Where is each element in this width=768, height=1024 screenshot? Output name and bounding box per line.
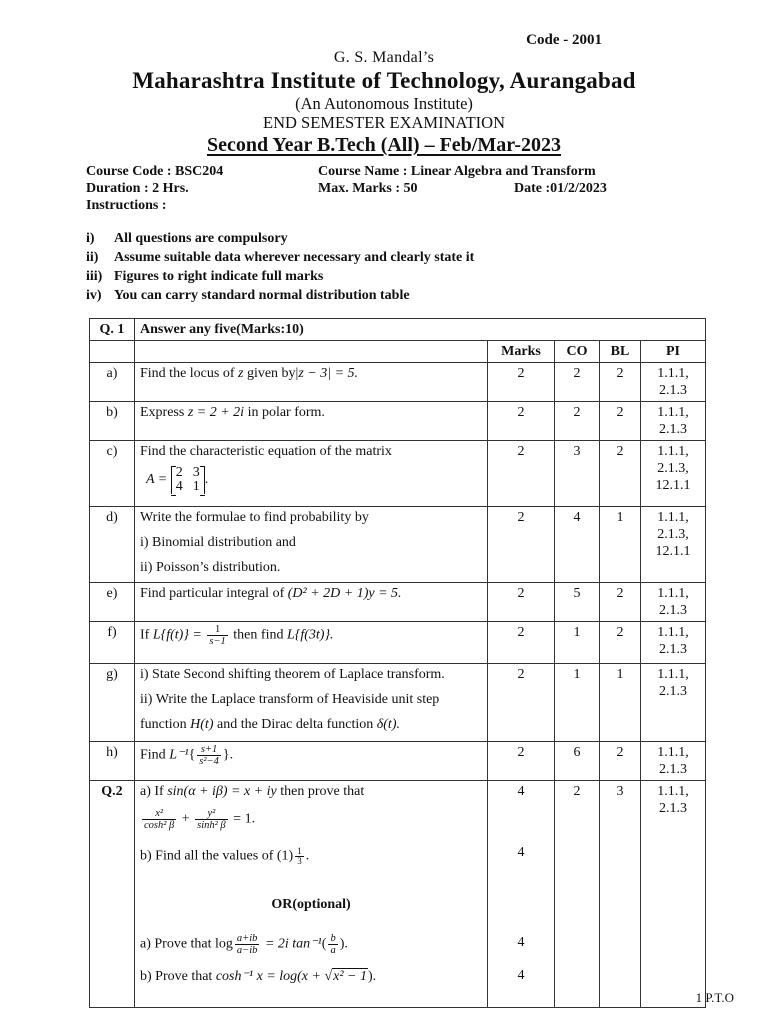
text-part: If bbox=[140, 627, 153, 643]
pi-line: 1.1.1, bbox=[657, 510, 689, 525]
text-part: and the Dirac delta function bbox=[213, 717, 377, 732]
bl-cell: 3 bbox=[600, 781, 641, 1008]
pi-cell bbox=[641, 402, 706, 441]
bl-cell: 1 bbox=[600, 507, 641, 583]
instructions-list bbox=[86, 229, 474, 305]
fraction-numerator: 1 bbox=[214, 624, 221, 635]
bl-cell: 1 bbox=[600, 664, 641, 742]
pi-cell bbox=[641, 507, 706, 583]
exam-title-text: Second Year B.Tech (All) – Feb/Mar-2023 bbox=[206, 134, 562, 156]
text-part: Find the locus of bbox=[140, 366, 238, 381]
row-label: d) bbox=[90, 507, 135, 583]
math-expr: δ(t). bbox=[376, 717, 400, 732]
pi-cell bbox=[641, 441, 706, 507]
fraction-numerator: a+ib bbox=[236, 933, 258, 944]
text-line bbox=[140, 716, 482, 733]
matrix-entry: 3 bbox=[192, 465, 200, 480]
marks-cell: 2 bbox=[488, 622, 555, 664]
text-part: Find bbox=[140, 747, 170, 763]
bl-cell: 2 bbox=[600, 583, 641, 622]
math-expr: L{f(t)} = bbox=[152, 627, 206, 643]
instruction-item bbox=[86, 267, 474, 286]
fraction bbox=[197, 744, 221, 767]
text-part: function bbox=[140, 717, 191, 732]
question-row-d bbox=[90, 507, 706, 583]
pi-line: 2.1.3 bbox=[659, 603, 687, 618]
fraction bbox=[142, 808, 176, 831]
question-row-b bbox=[90, 402, 706, 441]
pi-line: 1.1.1, bbox=[657, 444, 689, 459]
fraction-numerator: x² bbox=[155, 808, 164, 819]
q2-label: Q.2 bbox=[90, 781, 135, 1008]
pi-line: 2.1.3 bbox=[659, 762, 687, 777]
pi-line: 2.1.3 bbox=[659, 684, 687, 699]
pi-line: 12.1.1 bbox=[655, 478, 691, 493]
matrix-entry: 4 bbox=[175, 479, 183, 494]
text-part: . bbox=[204, 472, 209, 488]
row-label: b) bbox=[90, 402, 135, 441]
math-expr: H(t) bbox=[190, 717, 214, 732]
math-expr: (D² + 2D + 1)y = 5. bbox=[287, 586, 402, 601]
co-cell: 1 bbox=[555, 622, 600, 664]
pi-cell bbox=[641, 781, 706, 1008]
fraction-denominator: a bbox=[330, 945, 336, 956]
instruction-number: i) bbox=[86, 231, 95, 246]
society-name: G. S. Mandal’s bbox=[333, 49, 435, 66]
fraction-numerator: s+1 bbox=[200, 744, 218, 755]
pi-cell bbox=[641, 363, 706, 402]
fraction bbox=[207, 624, 227, 647]
pi-cell bbox=[641, 622, 706, 664]
question-text bbox=[135, 402, 488, 441]
co-header: CO bbox=[555, 341, 600, 363]
text-part: given by| bbox=[243, 366, 299, 381]
fraction-numerator: y² bbox=[207, 808, 216, 819]
marks-cell: 2 bbox=[488, 583, 555, 622]
question-text bbox=[135, 664, 488, 742]
pi-line: 1.1.1, bbox=[657, 667, 689, 682]
text-part: ii) Poisson’s distribution. bbox=[140, 560, 281, 575]
pi-line: 2.1.3 bbox=[659, 801, 687, 816]
pi-line: 12.1.1 bbox=[655, 544, 691, 559]
fraction bbox=[328, 933, 337, 956]
instructions-label: Instructions : bbox=[86, 198, 167, 213]
math-expr: z = 2 + 2i bbox=[187, 405, 245, 420]
row-label: a) bbox=[90, 363, 135, 402]
math-expr: z − 3| = 5. bbox=[298, 366, 359, 381]
instruction-text: All questions are compulsory bbox=[114, 231, 288, 246]
pi-line: 1.1.1, bbox=[657, 586, 689, 601]
pi-line: 2.1.3 bbox=[659, 383, 687, 398]
math-operator: L⁻¹ bbox=[169, 747, 189, 763]
bl-cell: 2 bbox=[600, 742, 641, 781]
marks-value: 4 bbox=[517, 968, 525, 983]
row-label: g) bbox=[90, 664, 135, 742]
institute-name: Maharashtra Institute of Technology, Aurangabad bbox=[132, 68, 636, 93]
institute-status: (An Autonomous Institute) bbox=[295, 94, 473, 113]
text-part: ). bbox=[368, 969, 377, 984]
column-header-row bbox=[90, 341, 706, 363]
max-marks: Max. Marks : 50 bbox=[318, 181, 418, 196]
q2a-equation bbox=[140, 808, 482, 831]
fraction-numerator: 1 bbox=[297, 846, 302, 856]
instruction-item bbox=[86, 229, 474, 248]
pi-line: 2.1.3, bbox=[657, 461, 689, 476]
instruction-text: You can carry standard normal distribution table bbox=[114, 288, 410, 303]
bl-cell: 2 bbox=[600, 622, 641, 664]
exam-title bbox=[0, 134, 768, 157]
fraction-numerator: b bbox=[330, 933, 336, 944]
marks-value: 4 bbox=[517, 784, 525, 799]
question-row-c bbox=[90, 441, 706, 507]
math-expr: = 2i tan⁻¹ bbox=[261, 936, 322, 952]
text-part: i) State Second shifting theorem of Laplace transform. bbox=[140, 667, 445, 682]
matrix bbox=[171, 466, 205, 494]
optional-b-line bbox=[140, 968, 482, 985]
q2-text bbox=[135, 781, 488, 1008]
marks-cell: 2 bbox=[488, 363, 555, 402]
text-part: then prove that bbox=[276, 784, 365, 799]
page-footer: 1 P.T.O bbox=[695, 990, 734, 1005]
text-part: . bbox=[229, 747, 234, 763]
pi-line: 2.1.3, bbox=[657, 527, 689, 542]
co-cell: 5 bbox=[555, 583, 600, 622]
fraction bbox=[195, 808, 228, 831]
paper-code: Code - 2001 bbox=[526, 32, 602, 48]
co-cell: 4 bbox=[555, 507, 600, 583]
marks-cell: 2 bbox=[488, 664, 555, 742]
course-code: Course Code : BSC204 bbox=[86, 164, 224, 179]
fraction-denominator: cosh² β bbox=[144, 820, 175, 831]
text-part: Express bbox=[140, 405, 188, 420]
fraction-denominator: s−1 bbox=[209, 636, 226, 647]
marks-cell: 2 bbox=[488, 441, 555, 507]
marks-cell: 2 bbox=[488, 742, 555, 781]
matrix-entry: 1 bbox=[192, 479, 200, 494]
empty-cell bbox=[90, 341, 135, 363]
question-row-h bbox=[90, 742, 706, 781]
instruction-text: Assume suitable data wherever necessary and clearly state it bbox=[114, 250, 475, 265]
marks-cell: 2 bbox=[488, 402, 555, 441]
fraction-denominator: a−ib bbox=[236, 945, 258, 956]
pi-line: 1.1.1, bbox=[657, 784, 689, 799]
pi-line: 2.1.3 bbox=[659, 642, 687, 657]
co-cell: 6 bbox=[555, 742, 600, 781]
instruction-number: iv) bbox=[86, 288, 102, 303]
question-text bbox=[135, 622, 488, 664]
math-expr: sin(α + iβ) = x + iy bbox=[167, 784, 277, 799]
bl-cell: 2 bbox=[600, 441, 641, 507]
row-label: h) bbox=[90, 742, 135, 781]
text-part: then find bbox=[229, 627, 287, 643]
q1-title: Answer any five(Marks:10) bbox=[135, 319, 706, 341]
fraction bbox=[235, 933, 260, 956]
matrix-lhs: A = bbox=[146, 472, 168, 488]
exponent-fraction bbox=[295, 847, 304, 866]
instruction-item bbox=[86, 286, 474, 305]
text-part: a) Prove that bbox=[140, 936, 216, 952]
co-cell: 2 bbox=[555, 402, 600, 441]
row-label: c) bbox=[90, 441, 135, 507]
or-optional-heading: OR(optional) bbox=[271, 897, 351, 912]
pi-line: 1.1.1, bbox=[657, 366, 689, 381]
meta-left bbox=[86, 163, 223, 214]
math-operator: log bbox=[215, 936, 233, 952]
q1-header-row bbox=[90, 319, 706, 341]
marks-value: 4 bbox=[517, 845, 525, 860]
pi-header: PI bbox=[641, 341, 706, 363]
instruction-number: iii) bbox=[86, 269, 103, 284]
pi-line: 1.1.1, bbox=[657, 405, 689, 420]
question-text bbox=[135, 363, 488, 402]
q1-label: Q. 1 bbox=[90, 319, 135, 341]
q2b-line bbox=[140, 847, 482, 866]
course-name: Course Name : Linear Algebra and Transform bbox=[318, 164, 596, 179]
radicand: x² − 1 bbox=[333, 969, 367, 984]
duration: Duration : 2 Hrs. bbox=[86, 181, 189, 196]
text-part: . bbox=[305, 848, 310, 864]
exam-name: END SEMESTER EXAMINATION bbox=[263, 113, 505, 132]
question-row-g bbox=[90, 664, 706, 742]
q2a-line bbox=[140, 783, 482, 800]
text-part: b) Find all the values of bbox=[140, 848, 277, 864]
text-part: in polar form. bbox=[244, 405, 325, 420]
row-label: e) bbox=[90, 583, 135, 622]
text-part: ii) Write the Laplace transform of Heaviside unit step bbox=[140, 692, 440, 707]
pi-line: 1.1.1, bbox=[657, 745, 689, 760]
marks-value: 4 bbox=[517, 935, 525, 950]
bl-header: BL bbox=[600, 341, 641, 363]
fraction-denominator: 3 bbox=[297, 856, 302, 866]
marks-header: Marks bbox=[488, 341, 555, 363]
question-text bbox=[135, 441, 488, 507]
pi-cell bbox=[641, 664, 706, 742]
math-var: z bbox=[238, 366, 244, 381]
question-text bbox=[135, 507, 488, 583]
radical-sign: √ bbox=[324, 969, 333, 984]
question-text: Find L⁻¹{ $\frac{s+1}{\text{s²−4}}$ }. bbox=[135, 742, 488, 781]
pi-cell bbox=[641, 742, 706, 781]
co-cell: 2 bbox=[555, 363, 600, 402]
question-row-a bbox=[90, 363, 706, 402]
math-expr: = 1. bbox=[233, 811, 256, 827]
math-expr: (1) bbox=[276, 848, 294, 864]
optional-a-line: a) Prove that log $\frac{a+ib}{a-ib}$ = 2i tan⁻¹( $\frac{b}{a}$ ). bbox=[140, 933, 348, 956]
text-part: b) Prove that bbox=[140, 969, 216, 984]
co-cell: 1 bbox=[555, 664, 600, 742]
text-part: Find the characteristic equation of the matrix bbox=[140, 444, 392, 459]
pi-cell bbox=[641, 583, 706, 622]
marks-cell: 2 bbox=[488, 507, 555, 583]
exam-date: Date :01/2/2023 bbox=[514, 181, 607, 196]
question-row-f bbox=[90, 622, 706, 664]
matrix-entry: 2 bbox=[175, 465, 183, 480]
instruction-number: ii) bbox=[86, 250, 99, 265]
pi-line: 2.1.3 bbox=[659, 422, 687, 437]
text-part: i) Binomial distribution and bbox=[140, 535, 296, 550]
row-label: f) bbox=[90, 622, 135, 664]
text-part: Find particular integral of bbox=[140, 586, 288, 601]
question-row-q2 bbox=[90, 781, 706, 1008]
question-table bbox=[89, 318, 706, 1008]
math-operator: + bbox=[181, 811, 190, 827]
co-cell: 3 bbox=[555, 441, 600, 507]
fraction-denominator: sinh² β bbox=[197, 820, 226, 831]
pi-line: 1.1.1, bbox=[657, 625, 689, 640]
bl-cell: 2 bbox=[600, 402, 641, 441]
text-part: a) If bbox=[140, 784, 168, 799]
q2-marks-cell bbox=[488, 781, 555, 1008]
text-part: Write the formulae to find probability by bbox=[140, 510, 369, 525]
math-expr: L{f(3t)}. bbox=[286, 627, 334, 643]
bl-cell: 2 bbox=[600, 363, 641, 402]
question-text bbox=[135, 583, 488, 622]
co-cell: 2 bbox=[555, 781, 600, 1008]
matrix-line bbox=[146, 466, 482, 494]
fraction-denominator: s²−4 bbox=[199, 756, 219, 767]
empty-cell bbox=[135, 341, 488, 363]
instruction-item bbox=[86, 248, 474, 267]
instruction-text: Figures to right indicate full marks bbox=[114, 269, 324, 284]
question-row-e bbox=[90, 583, 706, 622]
math-expr: cosh⁻¹ x = log(x + bbox=[215, 969, 325, 984]
